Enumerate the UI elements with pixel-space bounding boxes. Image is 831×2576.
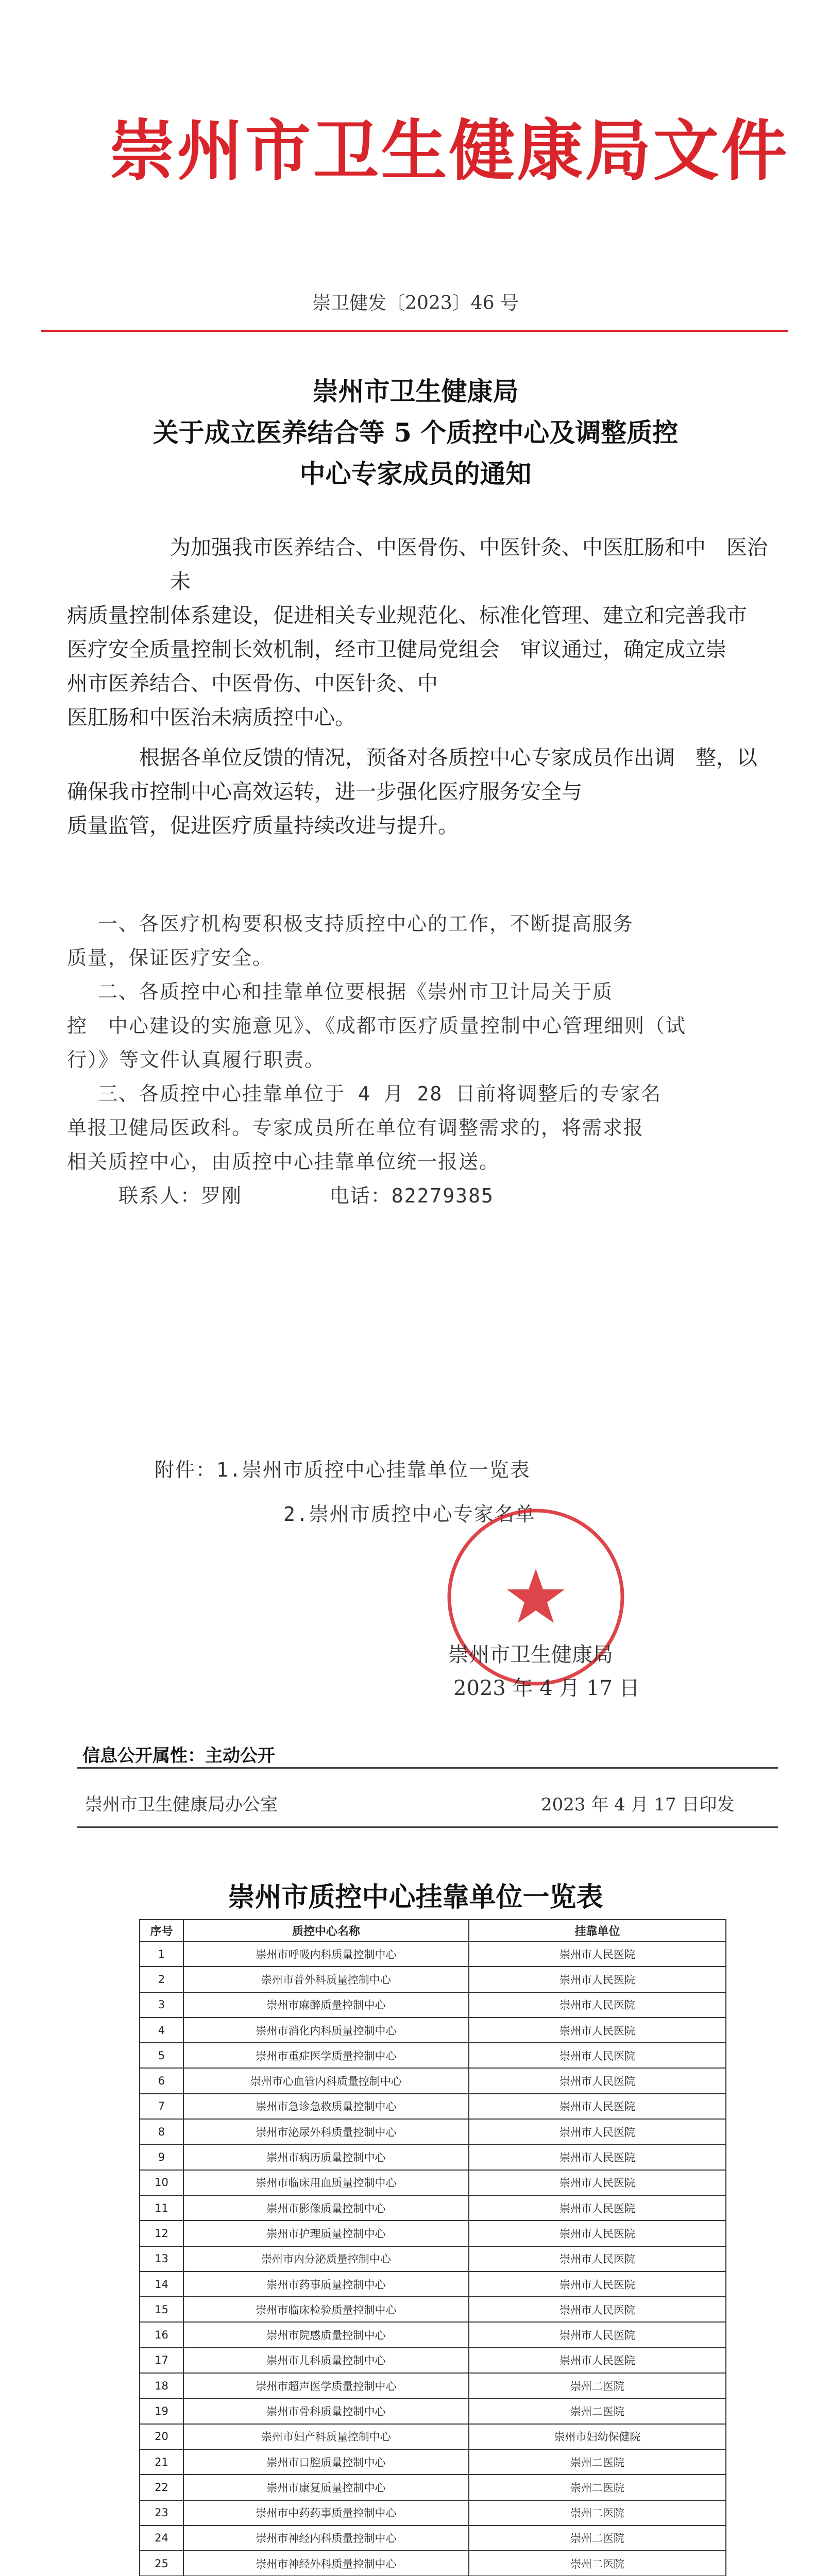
cell-center-name: 崇州市院感质量控制中心 [183, 2322, 469, 2347]
cell-serial: 7 [140, 2094, 183, 2119]
table-row [140, 2221, 726, 2246]
body-line: 单报卫健局医政科。专家成员所在单位有调整需求的，将需求报 [67, 1116, 645, 1139]
cell-center-name: 崇州市临床检验质量控制中心 [183, 2297, 469, 2322]
cell-unit: 崇州市人民医院 [469, 2094, 726, 2119]
cell-serial: 18 [140, 2373, 183, 2398]
header-center-name: 质控中心名称 [183, 1920, 469, 1941]
cell-unit: 崇州二医院 [469, 2475, 726, 2500]
cell-unit: 崇州二医院 [469, 2398, 726, 2424]
table-row [140, 2170, 726, 2195]
table-row [140, 2348, 726, 2373]
cell-center-name: 崇州市口腔质量控制中心 [183, 2449, 469, 2475]
cell-serial: 22 [140, 2475, 183, 2500]
intro-line: 确保我市控制中心高效运转，进一步强化医疗服务安全与 [67, 780, 582, 804]
cell-center-name: 崇州市麻醉质量控制中心 [183, 1992, 469, 2018]
cell-serial: 20 [140, 2424, 183, 2449]
table-row [140, 2424, 726, 2449]
cell-serial: 10 [140, 2170, 183, 2195]
cell-unit: 崇州二医院 [469, 2373, 726, 2398]
body-line: 三、各质控中心挂靠单位于 4 月 28 日前将调整后的专家名 [98, 1082, 662, 1105]
contact-phone: 电话：82279385 [329, 1184, 494, 1207]
intro-line: 根据各单位反馈的情况，预备对各质控中心专家成员作出调 整，以 [139, 746, 757, 770]
notice-title-line-1: 崇州市卫生健康局 [312, 376, 519, 406]
cell-unit: 崇州市人民医院 [469, 2322, 726, 2347]
cell-center-name: 崇州市重症医学质量控制中心 [183, 2043, 469, 2068]
table-row [140, 2373, 726, 2398]
body-line: 控 中心建设的实施意见》、《成都市医疗质量控制中心管理细则（试 [67, 1014, 687, 1037]
cell-center-name: 崇州市呼吸内科质量控制中心 [183, 1941, 469, 1967]
body-line: 二、各质控中心和挂靠单位要根据《崇州市卫计局关于质 [98, 980, 614, 1003]
cell-serial: 16 [140, 2322, 183, 2347]
table-row [140, 2322, 726, 2347]
cell-unit: 崇州二医院 [469, 2500, 726, 2526]
table-row [140, 1967, 726, 1992]
signature-date: 2023 年 4 月 17 日 [453, 1676, 640, 1700]
cell-unit: 崇州市人民医院 [469, 2068, 726, 2093]
issue-date: 2023 年 4 月 17 日印发 [541, 1794, 735, 1815]
table-row [140, 2018, 726, 2043]
header-unit: 挂靠单位 [469, 1920, 726, 1941]
cell-serial: 15 [140, 2297, 183, 2322]
cell-center-name: 崇州市泌尿外科质量控制中心 [183, 2119, 469, 2144]
cell-unit: 崇州市人民医院 [469, 2246, 726, 2272]
issuing-office: 崇州市卫生健康局办公室 [85, 1794, 278, 1815]
document-header [0, 98, 831, 193]
cell-center-name: 崇州市病历质量控制中心 [183, 2144, 469, 2170]
cell-serial: 17 [140, 2348, 183, 2373]
table-row [140, 2119, 726, 2144]
cell-center-name: 崇州市中药药事质量控制中心 [183, 2500, 469, 2526]
intro-line: 医疗安全质量控制长效机制，经市卫健局党组会 审议通过，确定成立崇 [67, 638, 726, 662]
table-row [140, 2551, 726, 2576]
notice-title-line-2: 关于成立医养结合等 5 个质控中心及调整质控 [152, 417, 679, 448]
red-divider [41, 330, 788, 332]
notice-title-line-3: 中心专家成员的通知 [299, 459, 532, 489]
table-row [140, 2094, 726, 2119]
cell-serial: 21 [140, 2449, 183, 2475]
table-row [140, 2144, 726, 2170]
attachment-table-part-1 [139, 1919, 726, 2576]
cell-unit: 崇州市人民医院 [469, 2144, 726, 2170]
cell-unit: 崇州市人民医院 [469, 2119, 726, 2144]
cell-unit: 崇州二医院 [469, 2551, 726, 2576]
cell-unit: 崇州市人民医院 [469, 1992, 726, 2018]
cell-center-name: 崇州市影像质量控制中心 [183, 2195, 469, 2221]
cell-serial: 12 [140, 2221, 183, 2246]
cell-unit: 崇州二医院 [469, 2449, 726, 2475]
attachment-item-1: 1.崇州市质控中心挂靠单位一览表 [216, 1459, 531, 1481]
cell-serial: 13 [140, 2246, 183, 2272]
cell-unit: 崇州市妇幼保健院 [469, 2424, 726, 2449]
header-title: 崇州市卫生健康局文件 [109, 113, 789, 190]
cell-center-name: 崇州市儿科质量控制中心 [183, 2348, 469, 2373]
table-row [140, 2526, 726, 2551]
disclosure-attribute: 信息公开属性：主动公开 [82, 1745, 275, 1766]
table-row [140, 1941, 726, 1967]
cell-serial: 9 [140, 2144, 183, 2170]
attachments-label: 附件： [155, 1459, 217, 1481]
cell-serial: 24 [140, 2526, 183, 2551]
table-row [140, 2195, 726, 2221]
body-line: 质量，保证医疗安全。 [67, 946, 274, 969]
intro-line: 医肛肠和中医治未病质控中心。 [67, 706, 355, 730]
table-row [140, 2500, 726, 2526]
cell-serial: 5 [140, 2043, 183, 2068]
cell-unit: 崇州市人民医院 [469, 2195, 726, 2221]
table-row [140, 2272, 726, 2297]
cell-serial: 23 [140, 2500, 183, 2526]
body-line: 相关质控中心，由质控中心挂靠单位统一报送。 [67, 1150, 500, 1173]
cell-center-name: 崇州市骨科质量控制中心 [183, 2398, 469, 2424]
cell-center-name: 崇州市急诊急救质量控制中心 [183, 2094, 469, 2119]
body-paragraphs [67, 907, 778, 1213]
intro-line: 为加强我市医养结合、中医骨伤、中医针灸、中医肛肠和中 医治未 [170, 536, 768, 594]
cell-serial: 2 [140, 1967, 183, 1992]
cell-center-name: 崇州市神经外科质量控制中心 [183, 2551, 469, 2576]
signer: 崇州市卫生健康局 [448, 1643, 613, 1667]
body-line: 一、各医疗机构要积极支持质控中心的工作，不断提高服务 [98, 912, 634, 935]
table-row [140, 2043, 726, 2068]
cell-center-name: 崇州市康复质量控制中心 [183, 2475, 469, 2500]
cell-center-name: 崇州市妇产科质量控制中心 [183, 2424, 469, 2449]
cell-unit: 崇州市人民医院 [469, 2297, 726, 2322]
cell-serial: 1 [140, 1941, 183, 1967]
cell-serial: 8 [140, 2119, 183, 2144]
intro-line: 病质量控制体系建设，促进相关专业规范化、标准化管理、建立和完善我市 [67, 604, 747, 628]
cell-center-name: 崇州市药事质量控制中心 [183, 2272, 469, 2297]
cell-unit: 崇州市人民医院 [469, 2043, 726, 2068]
contact-line [67, 1179, 778, 1213]
cell-center-name: 崇州市普外科质量控制中心 [183, 1967, 469, 1992]
cell-center-name: 崇州市心血管内科质量控制中心 [183, 2068, 469, 2093]
contact-person: 联系人：罗刚 [118, 1184, 243, 1207]
document-number: 崇卫健发〔2023〕46 号 [312, 293, 519, 314]
cell-unit: 崇州市人民医院 [469, 1967, 726, 1992]
cell-unit: 崇州市人民医院 [469, 2221, 726, 2246]
header-serial: 序号 [140, 1920, 183, 1941]
table-row [140, 2246, 726, 2272]
table-row [140, 1992, 726, 2018]
cell-serial: 4 [140, 2018, 183, 2043]
attachment-item-2: 2.崇州市质控中心专家名单 [283, 1503, 536, 1526]
cell-center-name: 崇州市内分泌质量控制中心 [183, 2246, 469, 2272]
cell-center-name: 崇州市护理质量控制中心 [183, 2221, 469, 2246]
cell-center-name: 崇州市消化内科质量控制中心 [183, 2018, 469, 2043]
table-row [140, 2475, 726, 2500]
body-line: 行）》等文件认真履行职责。 [67, 1048, 326, 1071]
intro-line: 质量监管，促进医疗质量持续改进与提升。 [67, 814, 459, 838]
cell-serial: 3 [140, 1992, 183, 2018]
intro-line: 州市医养结合、中医骨伤、中医针灸、中 [67, 672, 438, 696]
cell-unit: 崇州市人民医院 [469, 1941, 726, 1967]
table-header-row [140, 1920, 726, 1941]
table-row [140, 2297, 726, 2322]
cell-serial: 6 [140, 2068, 183, 2093]
cell-unit: 崇州市人民医院 [469, 2018, 726, 2043]
cell-serial: 11 [140, 2195, 183, 2221]
cell-unit: 崇州市人民医院 [469, 2348, 726, 2373]
table-row [140, 2449, 726, 2475]
cell-unit: 崇州二医院 [469, 2526, 726, 2551]
intro-paragraph [67, 531, 778, 843]
table-title: 崇州市质控中心挂靠单位一览表 [228, 1882, 603, 1913]
cell-center-name: 崇州市神经内科质量控制中心 [183, 2526, 469, 2551]
cell-serial: 19 [140, 2398, 183, 2424]
cell-center-name: 崇州市超声医学质量控制中心 [183, 2373, 469, 2398]
table-row [140, 2068, 726, 2093]
attachments [67, 1453, 778, 1531]
cell-serial: 25 [140, 2551, 183, 2576]
cell-unit: 崇州市人民医院 [469, 2272, 726, 2297]
cell-center-name: 崇州市临床用血质量控制中心 [183, 2170, 469, 2195]
cell-unit: 崇州市人民医院 [469, 2170, 726, 2195]
footer-rule-top [77, 1767, 778, 1769]
table-row [140, 2398, 726, 2424]
footer-rule-bottom [77, 1826, 778, 1828]
cell-serial: 14 [140, 2272, 183, 2297]
